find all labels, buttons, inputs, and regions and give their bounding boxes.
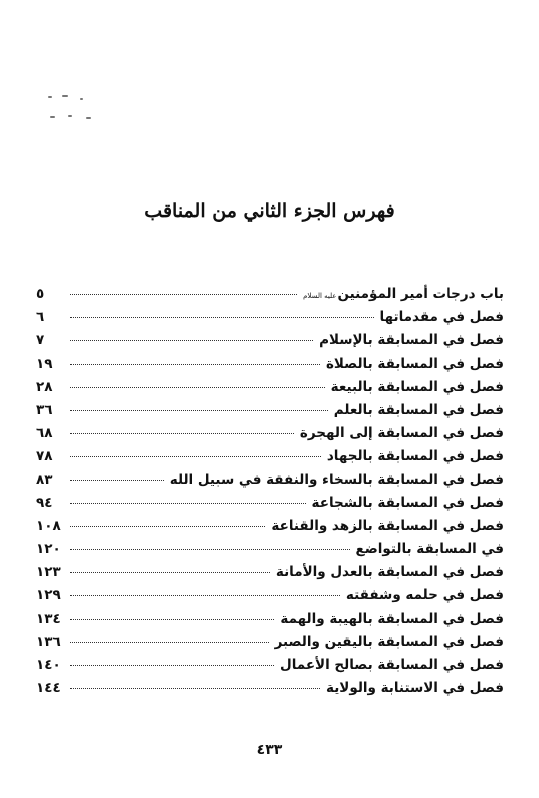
toc-entry-page: ١٢٣ — [36, 564, 61, 581]
toc-entry-page: ١٣٤ — [36, 610, 61, 627]
dot-leader — [70, 619, 274, 620]
toc-entry-label: فصل في المسابقة بالهيبة والهمة — [280, 610, 504, 627]
toc-entry-title — [170, 469, 504, 492]
toc-entry-title — [276, 561, 504, 584]
toc-entry-label: فصل في المسابقة بالزهد والقناعة — [271, 517, 504, 534]
toc-entry-page: ١٤٠ — [36, 657, 61, 673]
dot-leader — [70, 526, 265, 527]
toc-entry-title — [331, 376, 504, 399]
toc-entry-label: باب درجات أمير المؤمنين — [337, 286, 504, 302]
toc-entry-label: فصل في حلمه وشفقته — [345, 587, 504, 604]
toc-entry-label: فصل في المسابقة بصالح الأعمال — [280, 657, 504, 673]
dot-leader — [70, 480, 164, 481]
dot-leader — [70, 549, 350, 550]
toc-entry-label: فصل في المسابقة إلى الهجرة — [299, 425, 504, 442]
toc-entry-label: فصل في المسابقة بالإسلام — [319, 332, 504, 349]
toc-entry-page: ٥ — [36, 286, 45, 302]
dot-leader — [70, 572, 270, 573]
toc-entry-title — [326, 353, 504, 376]
toc-entry-page: ١٠٨ — [36, 517, 61, 534]
toc-entry — [36, 608, 504, 631]
toc-entry-label: فصل في مقدماتها — [379, 309, 504, 326]
toc-entry-label: فصل في المسابقة بالجهاد — [326, 448, 504, 465]
toc-entry-title — [280, 654, 504, 677]
toc-entry-title — [312, 492, 504, 515]
toc-entry-title — [275, 631, 504, 654]
page-number: ٤٣٣ — [256, 742, 283, 758]
table-of-contents — [36, 283, 504, 700]
toc-entry-title — [356, 538, 505, 561]
dot-leader — [70, 387, 325, 388]
toc-entry — [36, 353, 504, 376]
toc-entry-title — [346, 584, 504, 607]
toc-entry — [36, 492, 504, 515]
toc-entry-title — [327, 445, 504, 468]
toc-entry — [36, 283, 504, 306]
toc-entry-page: ٦٨ — [36, 425, 53, 442]
toc-entry — [36, 445, 504, 468]
toc-entry-label: فصل في المسابقة بالصلاة — [325, 355, 504, 372]
dot-leader — [70, 642, 269, 643]
toc-entry-label: فصل في المسابقة بالشجاعة — [311, 494, 504, 511]
dot-leader — [70, 433, 294, 434]
toc-entry — [36, 515, 504, 538]
toc-entry-label: فصل في المسابقة بالسخاء والنفقة في سبيل الله — [169, 471, 504, 488]
toc-entry-page: ٦ — [36, 309, 45, 326]
toc-entry — [36, 469, 504, 492]
toc-entry-title — [300, 422, 504, 445]
toc-entry-page: ١٤٤ — [36, 680, 61, 697]
toc-entry — [36, 329, 504, 352]
toc-entry-page: ١٢٠ — [36, 541, 61, 558]
toc-entry-page: ١٩ — [36, 355, 53, 372]
toc-entry — [36, 376, 504, 399]
toc-entry — [36, 631, 504, 654]
toc-entry-page: ٩٤ — [36, 494, 53, 511]
toc-entry-page: ٢٨ — [36, 378, 53, 395]
toc-entry-title — [334, 399, 504, 422]
dot-leader — [70, 688, 320, 689]
toc-entry-title — [319, 329, 504, 352]
toc-entry-label: فصل في الاستنابة والولاية — [326, 680, 504, 697]
dot-leader — [70, 317, 374, 318]
toc-entry — [36, 422, 504, 445]
toc-entry-page: ١٢٩ — [36, 587, 61, 604]
toc-entry-title — [380, 306, 504, 329]
toc-entry-label: فصل في المسابقة باليقين والصبر — [274, 633, 504, 650]
toc-entry-title — [326, 677, 504, 700]
toc-entry-page: ١٣٦ — [36, 633, 61, 650]
toc-entry — [36, 306, 504, 329]
toc-entry-label: فصل في المسابقة بالبيعة — [330, 378, 504, 395]
dot-leader — [70, 456, 321, 457]
toc-entry-page: ٧ — [36, 332, 45, 349]
dot-leader — [70, 665, 274, 666]
page-title: فهرس الجزء الثاني من المناقب — [144, 200, 395, 222]
toc-entry — [36, 654, 504, 677]
toc-entry-title — [271, 515, 504, 538]
scan-specks — [40, 90, 100, 130]
toc-entry — [36, 561, 504, 584]
toc-entry-label: فصل في المسابقة بالعدل والأمانة — [275, 564, 504, 581]
dot-leader — [70, 410, 328, 411]
toc-entry-title — [280, 608, 504, 631]
toc-entry-page: ٣٦ — [36, 401, 53, 418]
toc-entry — [36, 584, 504, 607]
toc-entry-honorific: عليه السلام — [303, 292, 337, 300]
toc-entry-label: في المسابقة بالتواضع — [355, 541, 504, 558]
toc-entry-title — [303, 283, 504, 306]
toc-entry — [36, 399, 504, 422]
dot-leader — [70, 364, 320, 365]
toc-entry — [36, 677, 504, 700]
dot-leader — [70, 340, 313, 341]
dot-leader — [70, 294, 297, 295]
dot-leader — [70, 503, 306, 504]
toc-entry-page: ٨٣ — [36, 471, 53, 488]
toc-entry-page: ٧٨ — [36, 448, 53, 465]
toc-entry — [36, 538, 504, 561]
toc-entry-label: فصل في المسابقة بالعلم — [333, 401, 504, 418]
dot-leader — [70, 595, 340, 596]
